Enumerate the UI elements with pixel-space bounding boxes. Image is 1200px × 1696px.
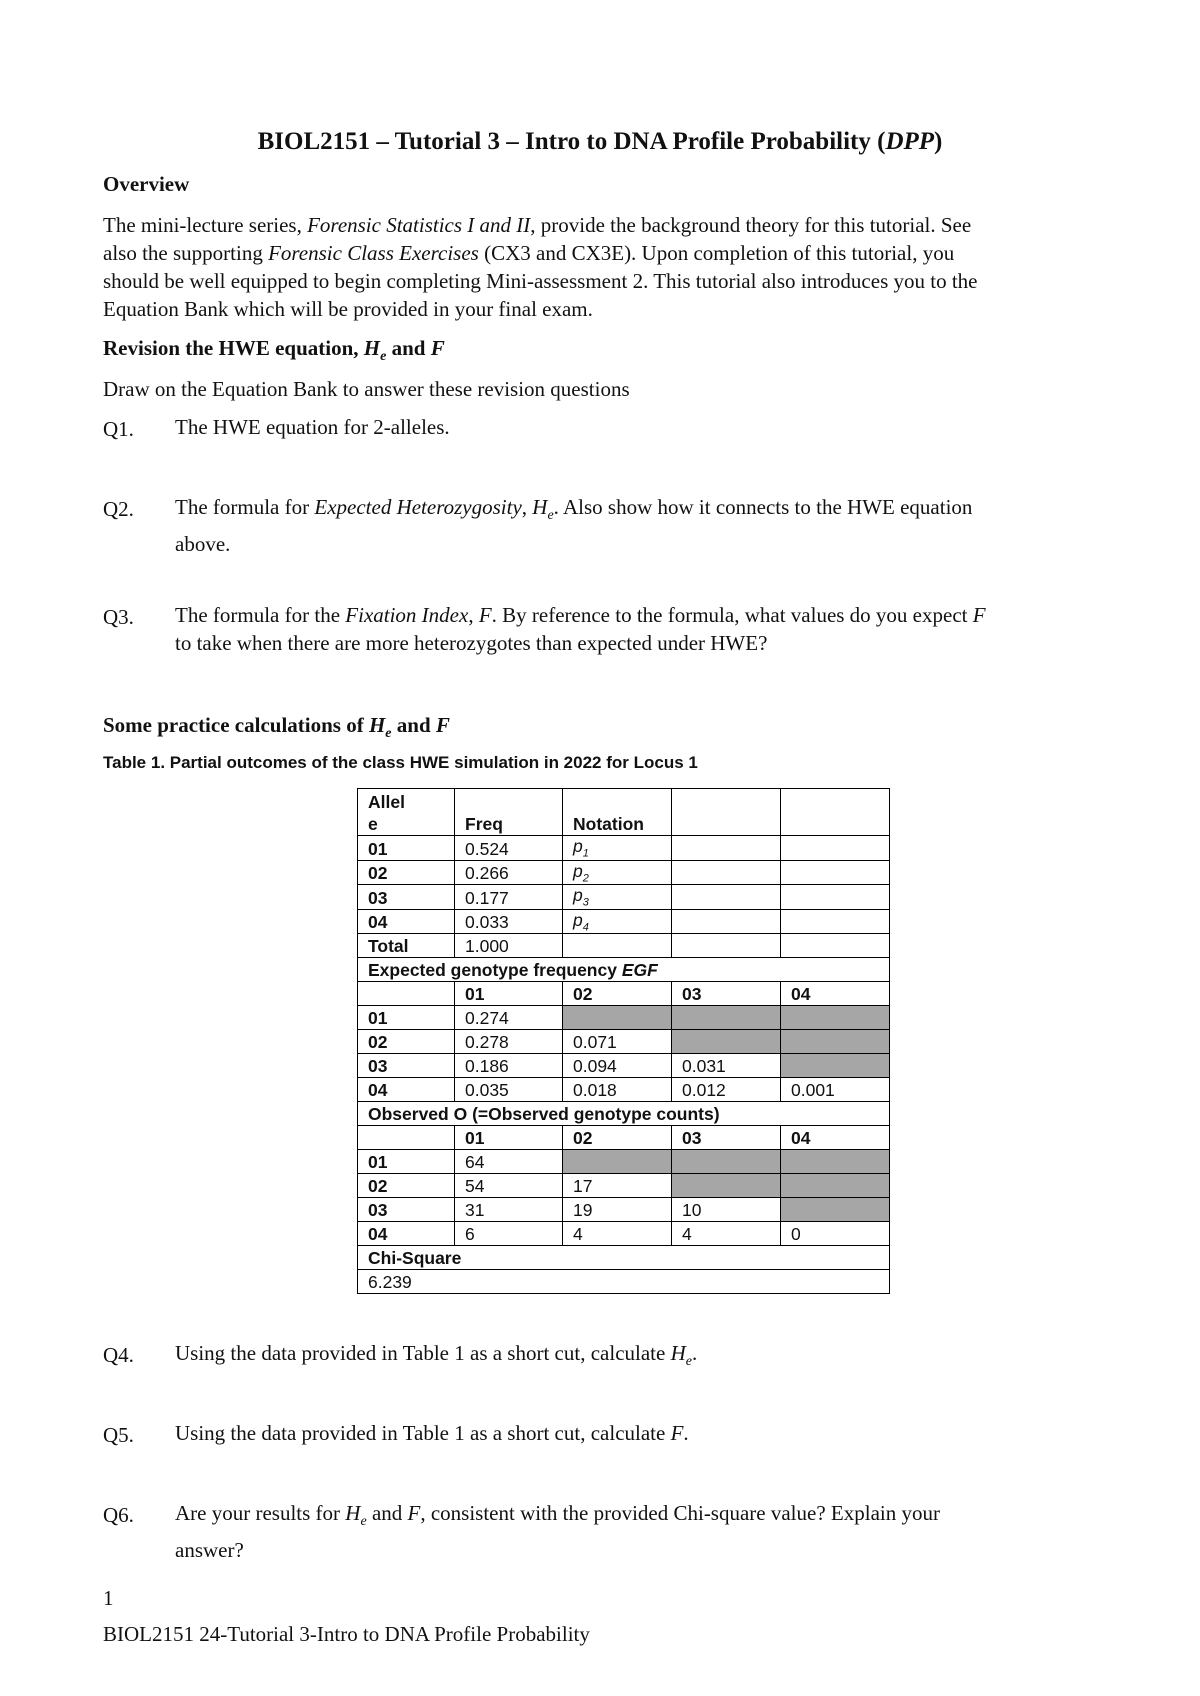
- revision-heading: Revision the HWE equation, $H_e$ and F: [103, 336, 445, 365]
- table-row: 01 0.524 $p_1$: [358, 836, 890, 861]
- q5-text: Using the data provided in Table 1 as a short cut, calculate F.: [175, 1421, 689, 1445]
- table-row: 02 0.278 0.071: [358, 1030, 890, 1054]
- egf-section-row: Expected genotype frequency EGF: [358, 958, 890, 982]
- header-notation: Notation: [563, 789, 672, 836]
- observed-section-row: Observed O (=Observed genotype counts): [358, 1102, 890, 1126]
- q2-text: The formula for Expected Heterozygosity, $H_e$. Also show how it connects to the HWE equation above.: [175, 495, 973, 557]
- q1-text: The HWE equation for 2-alleles.: [175, 415, 450, 439]
- page-number: 1: [103, 1586, 114, 1610]
- document-title: BIOL2151 – Tutorial 3 – Intro to DNA Profile Probability (DPP): [257, 128, 943, 155]
- chi-square-label-row: Chi-Square: [358, 1246, 890, 1270]
- hwe-table: [357, 788, 890, 1294]
- observed-header-row: 01 02 03 04: [358, 1126, 890, 1150]
- table-header-row: [358, 789, 890, 836]
- table-row: 02 0.266 $p_2$: [358, 860, 890, 885]
- header-freq: Freq: [455, 789, 563, 836]
- table-row: 04 0.035 0.018 0.012 0.001: [358, 1078, 890, 1102]
- table-row: 03 0.177 $p_3$: [358, 885, 890, 910]
- table-row: 03 0.186 0.094 0.031: [358, 1054, 890, 1078]
- table-row: 04 0.033 $p_4$: [358, 909, 890, 934]
- q5-number: Q5.: [103, 1423, 134, 1447]
- practice-heading: Some practice calculations of $H_e$ and F: [103, 713, 450, 742]
- q1-number: Q1.: [103, 417, 134, 441]
- chi-square-value-row: 6.239: [358, 1270, 890, 1294]
- overview-paragraph: The mini-lecture series, Forensic Statistics I and II, provide the background theory for this tutorial. See also the supporting Forensic Class Exercises (CX3 and CX3E). Upon completion of this tutorial, you should be well equipped to begin completing Mini-assessment 2. This tutorial also introduces you to the Equation Bank which will be provided in your final exam.: [103, 213, 978, 321]
- q3-number: Q3.: [103, 605, 134, 629]
- q3-text: The formula for the Fixation Index, F. By reference to the formula, what values do you expect F to take when there are more heterozygotes than expected under HWE?: [175, 603, 986, 655]
- overview-heading: Overview: [103, 172, 190, 196]
- table-row: 01 0.274: [358, 1006, 890, 1030]
- q4-number: Q4.: [103, 1343, 134, 1367]
- q6-number: Q6.: [103, 1503, 134, 1527]
- revision-intro: Draw on the Equation Bank to answer these revision questions: [103, 377, 630, 401]
- table-row: 04 6 4 4 0: [358, 1222, 890, 1246]
- table-caption: Table 1. Partial outcomes of the class HWE simulation in 2022 for Locus 1: [103, 753, 698, 772]
- q2-number: Q2.: [103, 497, 134, 521]
- footer-text: BIOL2151 24-Tutorial 3-Intro to DNA Profile Probability: [103, 1622, 590, 1646]
- q4-text: Using the data provided in Table 1 as a short cut, calculate $H_e$.: [175, 1341, 698, 1370]
- header-allele: Allel e: [358, 789, 455, 836]
- table-row: 03 31 19 10: [358, 1198, 890, 1222]
- q6-text: Are your results for $H_e$ and F, consistent with the provided Chi-square value? Explain your answer?: [175, 1501, 940, 1563]
- egf-header-row: 01 02 03 04: [358, 982, 890, 1006]
- table-total-row: Total 1.000: [358, 934, 890, 958]
- table-row: 02 54 17: [358, 1174, 890, 1198]
- table-row: 01 64: [358, 1150, 890, 1174]
